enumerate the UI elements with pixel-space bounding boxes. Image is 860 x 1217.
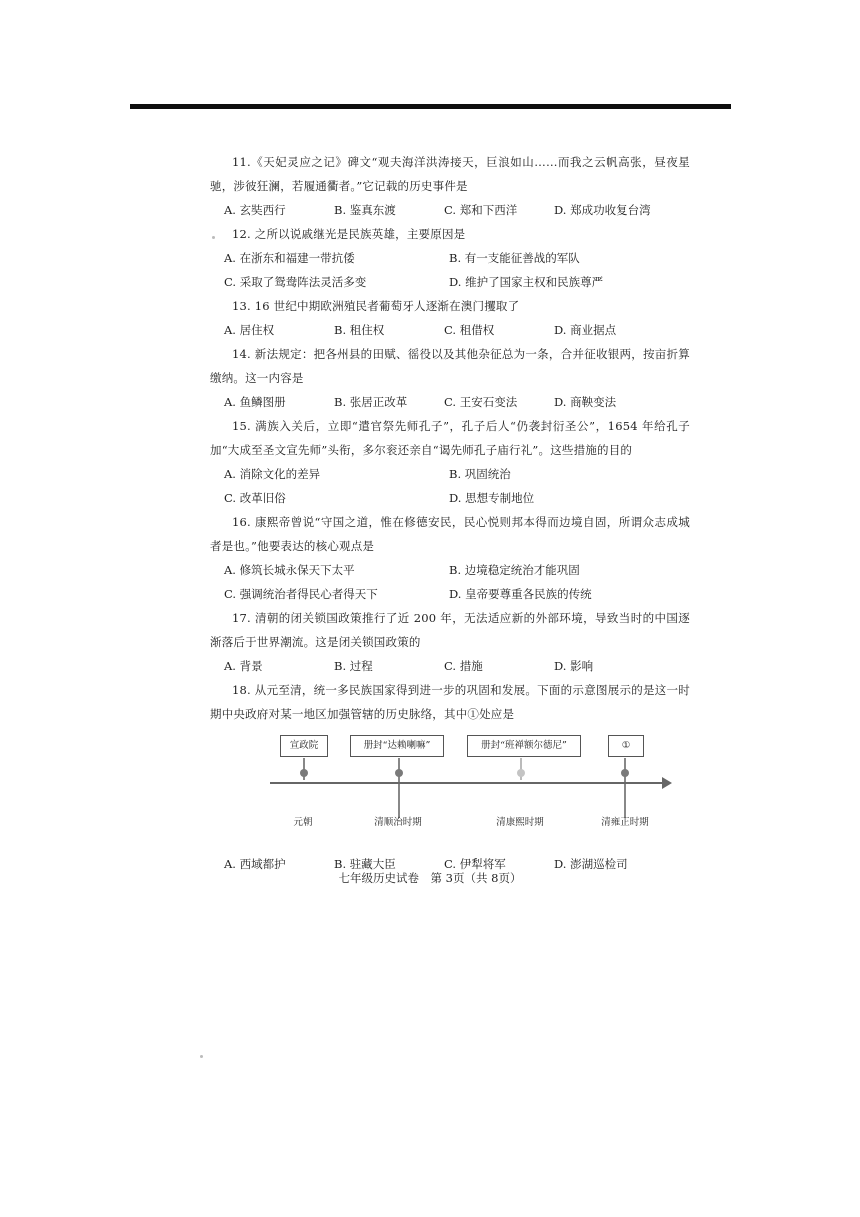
question-15-stem	[210, 414, 690, 462]
timeline-dot	[300, 769, 308, 777]
timeline-dot	[517, 769, 525, 777]
question-14-stem	[210, 342, 690, 390]
option-b: B. 边境稳定统治才能巩固	[449, 563, 580, 577]
question-15-text: 15. 满族入关后，立即“遣官祭先师孔子”，孔子后人“仍袭封衍圣公”，1654 年给孔子加“大成至圣文宣先师”头衔，多尔衮还亲自“谒先师孔子庙行礼”。这些措施的目的	[210, 419, 690, 457]
option-b: B. 过程	[334, 659, 373, 673]
option-a: A. 鱼鳞图册	[224, 395, 286, 409]
option-d: D. 商鞅变法	[554, 395, 617, 409]
option-d: D. 思想专制地位	[449, 491, 535, 505]
question-12-stem	[210, 222, 690, 246]
option-c: C. 采取了鸳鸯阵法灵活多变	[224, 275, 367, 289]
question-16-stem	[210, 510, 690, 558]
option-d: D. 皇帝要尊重各民族的传统	[449, 587, 592, 601]
option-c: C. 改革旧俗	[224, 491, 286, 505]
question-12-options	[210, 246, 690, 294]
question-15-options	[210, 462, 690, 510]
option-c: C. 王安石变法	[444, 395, 518, 409]
question-11-options	[210, 198, 690, 222]
timeline-box-1: 宣政院	[280, 735, 328, 757]
option-b: B. 鉴真东渡	[334, 203, 396, 217]
option-d: D. 澎湖巡检司	[554, 857, 628, 871]
option-a: A. 背景	[224, 659, 263, 673]
timeline-era-2: 清顺治时期	[374, 817, 422, 828]
question-17-text: 17. 清朝的闭关锁国政策推行了近 200 年，无法适应新的外部环境，导致当时的中国逐渐落后于世界潮流。这是闭关锁国政策的	[210, 611, 690, 649]
option-a: A. 消除文化的差异	[224, 467, 321, 481]
scan-speck	[200, 1055, 203, 1058]
option-c: C. 强调统治者得民心者得天下	[224, 587, 378, 601]
question-18-text: 18. 从元至清，统一多民族国家得到进一步的巩固和发展。下面的示意图展示的是这一时期中央政府对某一地区加强管辖的历史脉络，其中①处应是	[210, 683, 690, 721]
option-a: A. 西域都护	[224, 857, 286, 871]
question-13-options	[210, 318, 690, 342]
timeline-dot	[621, 769, 629, 777]
question-17-options	[210, 654, 690, 678]
question-11-text: 11.《天妃灵应之记》碑文“观夫海洋洪涛接天，巨浪如山……而我之云帆高张，昼夜星驰，涉彼狂澜，若履通衢者。”它记载的历史事件是	[210, 155, 690, 193]
question-12-text: 12. 之所以说戚继光是民族英雄，主要原因是	[232, 227, 466, 241]
header-rule	[130, 104, 731, 109]
option-a: A. 修筑长城永保天下太平	[224, 563, 355, 577]
timeline-dot	[395, 769, 403, 777]
timeline-connector	[624, 758, 626, 818]
timeline-box-2: 册封“达赖喇嘛”	[350, 735, 444, 757]
option-b: B. 巩固统治	[449, 467, 511, 481]
option-d: D. 商业据点	[554, 323, 617, 337]
option-c: C. 郑和下西洋	[444, 203, 518, 217]
timeline-era-3: 清康熙时期	[496, 817, 544, 828]
question-13-stem	[210, 294, 690, 318]
option-b: B. 张居正改革	[334, 395, 408, 409]
option-d: D. 维护了国家主权和民族尊严	[449, 275, 604, 289]
timeline-era-4: 清雍正时期	[601, 817, 649, 828]
option-b: B. 驻藏大臣	[334, 857, 396, 871]
option-a: A. 玄奘西行	[224, 203, 286, 217]
timeline-axis	[270, 782, 665, 784]
question-18-stem	[210, 678, 690, 726]
question-list	[210, 150, 690, 876]
question-16-options	[210, 558, 690, 606]
option-a: A. 在浙东和福建一带抗倭	[224, 251, 355, 265]
timeline-box-4: ①	[608, 735, 644, 757]
timeline-connector	[398, 758, 400, 818]
question-13-text: 13. 16 世纪中期欧洲殖民者葡萄牙人逐渐在澳门攫取了	[232, 299, 520, 313]
option-a: A. 居住权	[224, 323, 275, 337]
option-b: B. 有一支能征善战的军队	[449, 251, 580, 265]
timeline-arrow-icon	[662, 777, 672, 789]
question-14-options	[210, 390, 690, 414]
option-c: C. 伊犁将军	[444, 857, 506, 871]
timeline-box-3: 册封“班禅额尔德尼”	[467, 735, 581, 757]
option-b: B. 租住权	[334, 323, 385, 337]
timeline-era-1: 元朝	[293, 817, 313, 828]
page-footer: 七年级历史试卷 第 3页（共 8页）	[338, 871, 522, 885]
question-11-stem	[210, 150, 690, 198]
option-d: D. 影响	[554, 659, 594, 673]
timeline-diagram	[210, 730, 690, 850]
question-14-text: 14. 新法规定：把各州县的田赋、徭役以及其他杂征总为一条，合并征收银两，按亩折算缴纳。这一内容是	[210, 347, 690, 385]
option-c: C. 租借权	[444, 323, 495, 337]
option-d: D. 郑成功收复台湾	[554, 203, 651, 217]
question-17-stem	[210, 606, 690, 654]
option-c: C. 措施	[444, 659, 483, 673]
question-16-text: 16. 康熙帝曾说“守国之道，惟在修德安民，民心悦则邦本得而边境自固，所谓众志成城者是也。”他要表达的核心观点是	[210, 515, 690, 553]
